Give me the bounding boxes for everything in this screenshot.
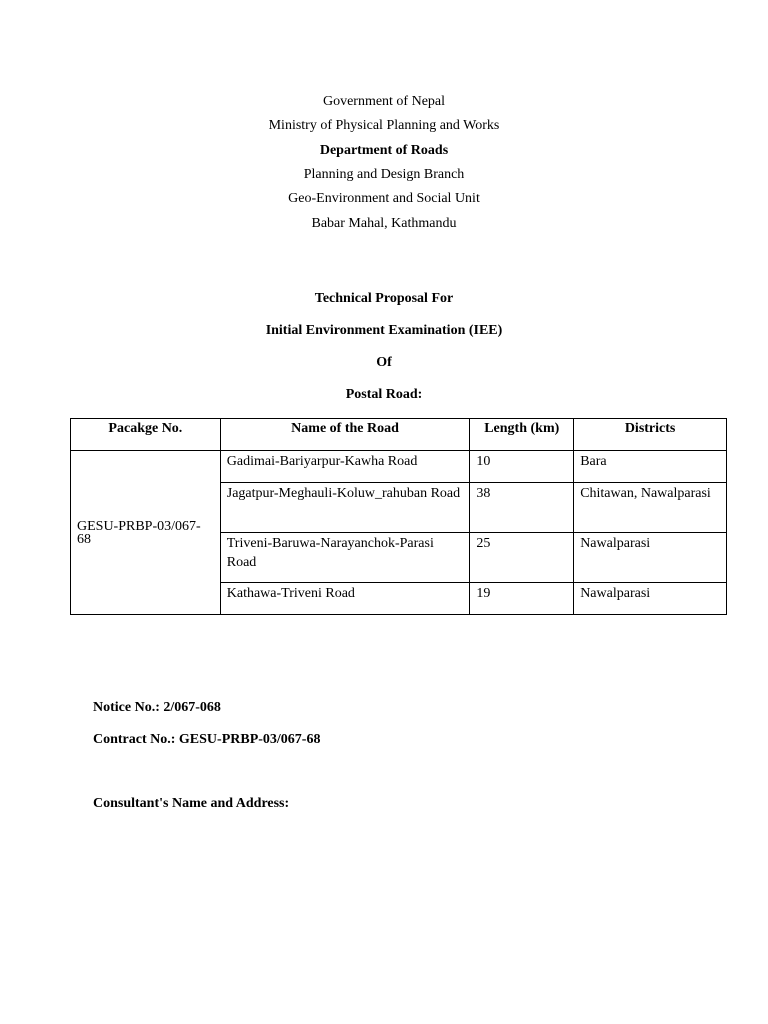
district-cell: Nawalparasi (574, 533, 727, 583)
table-row (71, 451, 727, 483)
contract-number: Contract No.: GESU-PRBP-03/067-68 (93, 732, 321, 747)
proposal-line-2: Initial Environment Examination (IEE) (265, 323, 503, 338)
length-cell: 19 (470, 583, 574, 615)
package-cell: GESU-PRBP-03/067-68 (71, 451, 221, 615)
header-address: Babar Mahal, Kathmandu (311, 216, 457, 231)
proposal-line-4: Postal Road: (345, 387, 423, 402)
road-name-cell: Jagatpur-Meghauli-Koluw_rahuban Road (220, 483, 470, 533)
road-name-cell: Gadimai-Bariyarpur-Kawha Road (220, 451, 470, 483)
header-road-name: Name of the Road (220, 419, 470, 451)
header-unit: Geo-Environment and Social Unit (288, 191, 480, 206)
header-package: Pacakge No. (71, 419, 221, 451)
header-length: Length (km) (470, 419, 574, 451)
header-districts: Districts (574, 419, 727, 451)
roads-table (70, 418, 727, 615)
district-cell: Chitawan, Nawalparasi (574, 483, 727, 533)
proposal-line-1: Technical Proposal For (314, 291, 454, 306)
road-name-cell: Triveni-Baruwa-Narayanchok-Parasi Road (220, 533, 470, 583)
district-cell: Bara (574, 451, 727, 483)
header-branch: Planning and Design Branch (303, 167, 465, 182)
notice-number: Notice No.: 2/067-068 (93, 700, 221, 715)
road-name-cell: Kathawa-Triveni Road (220, 583, 470, 615)
header-department: Department of Roads (319, 143, 449, 158)
proposal-line-3: Of (376, 355, 392, 370)
consultant-label: Consultant's Name and Address: (93, 796, 290, 811)
table-header-row (71, 419, 727, 451)
district-cell: Nawalparasi (574, 583, 727, 615)
length-cell: 25 (470, 533, 574, 583)
length-cell: 10 (470, 451, 574, 483)
header-government: Government of Nepal (322, 94, 446, 109)
header-ministry: Ministry of Physical Planning and Works (268, 118, 500, 133)
length-cell: 38 (470, 483, 574, 533)
